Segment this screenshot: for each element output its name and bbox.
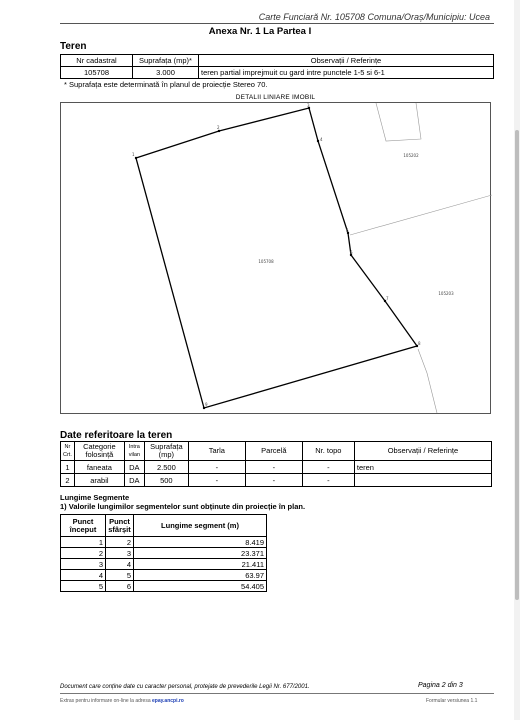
vertex-label: 7	[386, 296, 389, 301]
cell-intravilan: DA	[124, 461, 144, 474]
cell-intravilan: DA	[124, 474, 144, 487]
cell-suprafata: 500	[144, 474, 188, 487]
col-nr-cadastral: Nr cadastral	[61, 55, 133, 67]
cell-nr-topo: -	[302, 474, 354, 487]
extract-text: Extras pentru informare on-line la adresa	[60, 698, 151, 704]
cell-tarla: -	[188, 474, 245, 487]
cell-start: 3	[61, 559, 106, 570]
header-divider	[60, 23, 494, 24]
cell-observatii: teren	[354, 461, 491, 474]
date-referitoare-title: Date referitoare la teren	[60, 430, 173, 441]
table-row	[61, 548, 267, 559]
table-row	[61, 67, 494, 79]
vertex-label: 8	[418, 341, 421, 346]
cell-start: 4	[61, 570, 106, 581]
lungime-segmente-title: Lungime Segmente	[60, 493, 130, 502]
teren-section-title: Teren	[60, 41, 87, 52]
table-row	[61, 581, 267, 592]
confidential-note: Document care conține date cu caracter personal, protejate de prevederile Legii Nr. 677/2001.	[60, 684, 310, 690]
extract-info	[60, 698, 184, 704]
col-categorie: Categorie folosință	[74, 442, 124, 461]
cell-observatii	[354, 474, 491, 487]
cell-parcela: -	[245, 461, 302, 474]
map-title: DETALII LINIARE IMOBIL	[235, 94, 316, 101]
col-punct-sfarsit: Punct sfârșit	[106, 515, 134, 537]
vertex-label: 6	[350, 250, 353, 255]
cell-length: 63.97	[134, 570, 267, 581]
table-row	[61, 570, 267, 581]
carte-funciara-header: Carte Funciară Nr. 105708 Comuna/Oraș/Municipiu: Ucea	[258, 12, 490, 22]
table-row	[61, 474, 492, 487]
table-row	[61, 537, 267, 548]
cell-tarla: -	[188, 461, 245, 474]
parcel-map	[60, 102, 491, 414]
col-parcela: Parcelă	[245, 442, 302, 461]
col-lungime: Lungime segment (m)	[134, 515, 267, 537]
cell-suprafata: 3.000	[133, 67, 199, 79]
cell-categorie: arabil	[74, 474, 124, 487]
col-suprafata: Suprafața (mp)*	[133, 55, 199, 67]
teren-table	[60, 54, 494, 79]
vertex-label: 2	[217, 125, 220, 130]
form-version: Formular versiunea 1.1	[426, 698, 478, 704]
col-nr-topo: Nr. topo	[302, 442, 354, 461]
cell-end: 5	[106, 570, 134, 581]
date-referitoare-table	[60, 441, 492, 487]
page-number: Pagina 2 din 3	[418, 682, 463, 689]
col-nr-crt: Nr Crt.	[61, 442, 75, 461]
epay-link[interactable]: epay.ancpi.ro	[152, 698, 184, 704]
col-intravilan: Intra vilan	[124, 442, 144, 461]
col-tarla: Tarla	[188, 442, 245, 461]
table-header-row	[61, 55, 494, 67]
parcel-map-drawing	[61, 103, 492, 415]
col-observatii: Observații / Referințe	[354, 442, 491, 461]
parcel-boundary	[136, 108, 417, 408]
neighbor-boundary	[418, 349, 437, 413]
parcel-label: 105708	[258, 259, 274, 264]
col-suprafata: Suprafața (mp)	[144, 442, 188, 461]
col-observatii: Observații / Referințe	[199, 55, 494, 67]
cell-end: 4	[106, 559, 134, 570]
cell-parcela: -	[245, 474, 302, 487]
scrollbar[interactable]	[514, 0, 520, 720]
cell-nr-cadastral: 105708	[61, 67, 133, 79]
cell-end: 2	[106, 537, 134, 548]
cell-start: 5	[61, 581, 106, 592]
footer-divider	[60, 693, 494, 694]
cell-length: 21.411	[134, 559, 267, 570]
scrollbar-thumb[interactable]	[515, 130, 519, 600]
col-punct-inceput: Punct început	[61, 515, 106, 537]
annex-title: Anexa Nr. 1 La Partea I	[208, 26, 312, 37]
cell-categorie: faneata	[74, 461, 124, 474]
cell-length: 54.405	[134, 581, 267, 592]
vertex-label: 5	[346, 228, 349, 233]
lungime-segmente-table	[60, 514, 267, 592]
table-row	[61, 559, 267, 570]
lungime-segmente-note: 1) Valorile lungimilor segmentelor sunt obținute din proiecție în plan.	[60, 502, 306, 511]
cell-length: 23.371	[134, 548, 267, 559]
vertex-label: 9	[205, 402, 208, 407]
neighbor-label: 105202	[403, 153, 419, 158]
table-header-row	[61, 442, 492, 461]
cell-nr: 1	[61, 461, 75, 474]
neighbor-boundary	[376, 103, 421, 141]
neighbor-label: 105203	[438, 291, 454, 296]
vertex-label: 3	[307, 103, 310, 108]
suprafata-note: * Suprafața este determinată în planul de proiecție Stereo 70.	[64, 80, 268, 89]
table-header-row	[61, 515, 267, 537]
cell-observatii: teren partial imprejmuit cu gard intre punctele 1-5 si 6-1	[199, 67, 494, 79]
vertex-label: 4	[320, 137, 323, 142]
cell-end: 3	[106, 548, 134, 559]
neighbor-boundary	[350, 195, 492, 235]
cell-nr: 2	[61, 474, 75, 487]
cell-start: 2	[61, 548, 106, 559]
cell-length: 8.419	[134, 537, 267, 548]
cell-nr-topo: -	[302, 461, 354, 474]
table-row	[61, 461, 492, 474]
cell-suprafata: 2.500	[144, 461, 188, 474]
vertex-label: 1	[132, 152, 135, 157]
cell-start: 1	[61, 537, 106, 548]
cell-end: 6	[106, 581, 134, 592]
